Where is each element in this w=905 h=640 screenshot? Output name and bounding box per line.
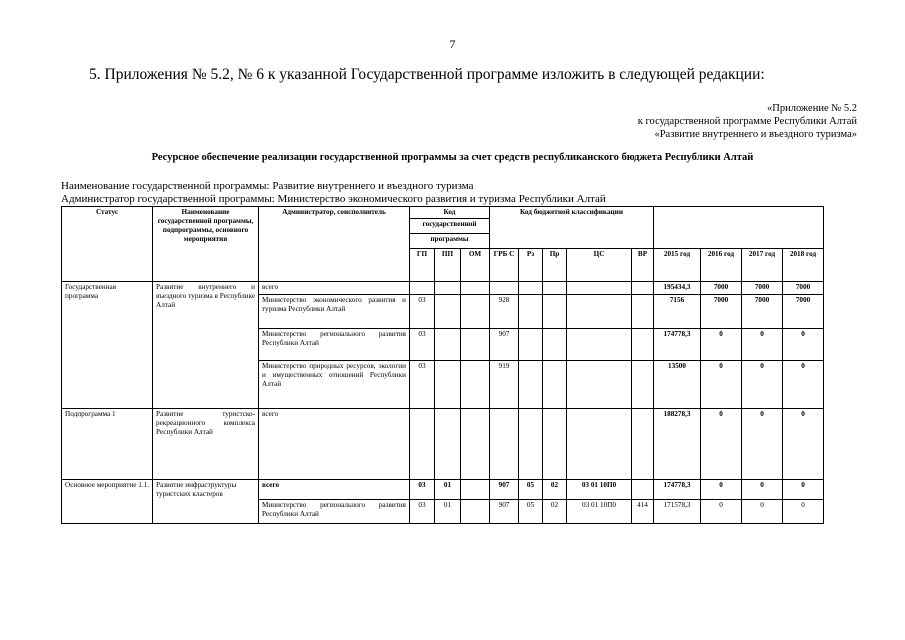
cell-om — [461, 480, 490, 500]
cell-gp — [410, 282, 435, 295]
cell-2016: 7000 — [701, 282, 742, 295]
col-budget-code-header: Код бюджетной классификации — [490, 207, 654, 249]
cell-2018: 0 — [783, 500, 824, 524]
cell-grbs — [490, 282, 519, 295]
cell-2018: 0 — [783, 361, 824, 409]
cell-gp — [410, 409, 435, 480]
cell-pp — [435, 282, 461, 295]
cell-2017: 0 — [742, 480, 783, 500]
table-row — [62, 409, 824, 480]
col-name-header: Наименование государственной программы, подпрограммы, основного мероприятия — [153, 207, 259, 282]
cell-2015: 171578,3 — [654, 500, 701, 524]
cell-om — [461, 329, 490, 361]
cell-2016: 0 — [701, 409, 742, 480]
cell-gp: 03 — [410, 361, 435, 409]
table-row — [62, 282, 824, 295]
col-status-header: Статус — [62, 207, 153, 282]
cell-om — [461, 500, 490, 524]
col-pr-header: Пр — [543, 249, 567, 282]
cell-pr — [543, 282, 567, 295]
row-status: Основное мероприятие 1.1. — [62, 480, 153, 524]
cell-2018: 7000 — [783, 282, 824, 295]
cell-grbs: 919 — [490, 361, 519, 409]
cell-2015: 174778,3 — [654, 480, 701, 500]
cell-pr — [543, 329, 567, 361]
cell-vr — [632, 295, 654, 329]
row-status: Подпрограмма 1 — [62, 409, 153, 480]
cell-pp — [435, 329, 461, 361]
cell-grbs: 907 — [490, 329, 519, 361]
program-name: Наименование государственной программы: Развитие внутреннего и въездного туризма — [61, 180, 474, 192]
table-row — [62, 480, 824, 500]
row-admin: всего — [259, 409, 410, 480]
col-2018-header: 2018 год — [783, 249, 824, 282]
cell-vr — [632, 409, 654, 480]
cell-gp: 03 — [410, 500, 435, 524]
cell-2018: 7000 — [783, 295, 824, 329]
col-gov-header: государственной — [410, 219, 490, 234]
years-header-blank — [654, 207, 824, 249]
col-2017-header: 2017 год — [742, 249, 783, 282]
cell-2017: 0 — [742, 500, 783, 524]
appendix-line-2: к государственной программе Республики Алтай — [637, 116, 857, 127]
cell-rz — [519, 282, 543, 295]
resource-table — [61, 206, 824, 524]
cell-2015: 195434,3 — [654, 282, 701, 295]
col-grbs-header: ГРБ С — [490, 249, 519, 282]
cell-pp — [435, 361, 461, 409]
cell-cs — [567, 409, 632, 480]
cell-om — [461, 295, 490, 329]
cell-2017: 0 — [742, 361, 783, 409]
cell-pr — [543, 409, 567, 480]
col-code-header: Код — [410, 207, 490, 219]
cell-rz: 05 — [519, 500, 543, 524]
col-admin-header: Администратор, соисполнитель — [259, 207, 410, 282]
row-name: Развитие внутреннего и въездного туризма в Республике Алтай — [153, 282, 259, 409]
cell-pp — [435, 295, 461, 329]
cell-2016: 0 — [701, 361, 742, 409]
col-pp-header: ПП — [435, 249, 461, 282]
cell-cs: 03 01 10П0 — [567, 480, 632, 500]
row-admin: всего — [259, 282, 410, 295]
cell-pp — [435, 409, 461, 480]
row-name: Развитие туристско-рекреационного комплекса Республики Алтай — [153, 409, 259, 480]
page-number: 7 — [449, 37, 456, 51]
document-title: Ресурсное обеспечение реализации государственной программы за счет средств республиканского бюджета Республики Алтай — [151, 152, 754, 163]
col-program-header: программы — [410, 234, 490, 249]
cell-2015: 13500 — [654, 361, 701, 409]
cell-cs — [567, 295, 632, 329]
cell-gp: 03 — [410, 295, 435, 329]
cell-grbs: 907 — [490, 500, 519, 524]
cell-rz — [519, 329, 543, 361]
cell-vr — [632, 480, 654, 500]
row-status: Государственная программа — [62, 282, 153, 409]
row-admin: всего — [259, 480, 410, 500]
cell-2017: 7000 — [742, 282, 783, 295]
cell-2015: 7156 — [654, 295, 701, 329]
cell-pp: 01 — [435, 480, 461, 500]
cell-2017: 0 — [742, 329, 783, 361]
cell-pr — [543, 361, 567, 409]
col-2016-header: 2016 год — [701, 249, 742, 282]
cell-pr: 02 — [543, 500, 567, 524]
cell-2016: 7000 — [701, 295, 742, 329]
col-cs-header: ЦС — [567, 249, 632, 282]
cell-2017: 7000 — [742, 295, 783, 329]
cell-rz: 05 — [519, 480, 543, 500]
cell-rz — [519, 361, 543, 409]
cell-2016: 0 — [701, 480, 742, 500]
cell-vr — [632, 329, 654, 361]
cell-2018: 0 — [783, 329, 824, 361]
appendix-line-1: «Приложение № 5.2 — [767, 103, 857, 114]
col-rz-header: Рз — [519, 249, 543, 282]
col-2015-header: 2015 год — [654, 249, 701, 282]
cell-grbs: 907 — [490, 480, 519, 500]
appendix-line-3: «Развитие внутреннего и въездного туризма» — [654, 129, 857, 140]
col-vr-header: ВР — [632, 249, 654, 282]
cell-cs — [567, 329, 632, 361]
col-gp-header: ГП — [410, 249, 435, 282]
cell-2016: 0 — [701, 329, 742, 361]
cell-vr: 414 — [632, 500, 654, 524]
cell-cs — [567, 282, 632, 295]
cell-2016: 0 — [701, 500, 742, 524]
intro-text: 5. Приложения № 5.2, № 6 к указанной Государственной программе изложить в следующей редакции: — [89, 66, 765, 83]
cell-pr — [543, 295, 567, 329]
cell-vr — [632, 282, 654, 295]
cell-gp: 03 — [410, 480, 435, 500]
row-admin: Министерство регионального развития Республики Алтай — [259, 500, 410, 524]
row-name: Развитие инфраструктуры туристских кластеров — [153, 480, 259, 524]
cell-cs — [567, 361, 632, 409]
cell-2015: 188278,3 — [654, 409, 701, 480]
cell-2018: 0 — [783, 409, 824, 480]
cell-om — [461, 361, 490, 409]
header-row — [62, 207, 824, 219]
cell-pr: 02 — [543, 480, 567, 500]
cell-om — [461, 409, 490, 480]
cell-gp: 03 — [410, 329, 435, 361]
program-admin: Администратор государственной программы: Министерство экономического развития и туризма Республики Алтай — [61, 193, 606, 205]
cell-2017: 0 — [742, 409, 783, 480]
cell-rz — [519, 295, 543, 329]
cell-grbs: 928 — [490, 295, 519, 329]
cell-vr — [632, 361, 654, 409]
cell-om — [461, 282, 490, 295]
row-admin: Министерство природных ресурсов, экологии и имущественных отношений Республики Алтай — [259, 361, 410, 409]
cell-grbs — [490, 409, 519, 480]
row-admin: Министерство экономического развития и туризма Республики Алтай — [259, 295, 410, 329]
cell-cs: 03 01 10П0 — [567, 500, 632, 524]
row-admin: Министерство регионального развития Республики Алтай — [259, 329, 410, 361]
appendix-header — [638, 102, 857, 141]
cell-rz — [519, 409, 543, 480]
cell-2018: 0 — [783, 480, 824, 500]
col-om-header: ОМ — [461, 249, 490, 282]
cell-pp: 01 — [435, 500, 461, 524]
cell-2015: 174778,3 — [654, 329, 701, 361]
